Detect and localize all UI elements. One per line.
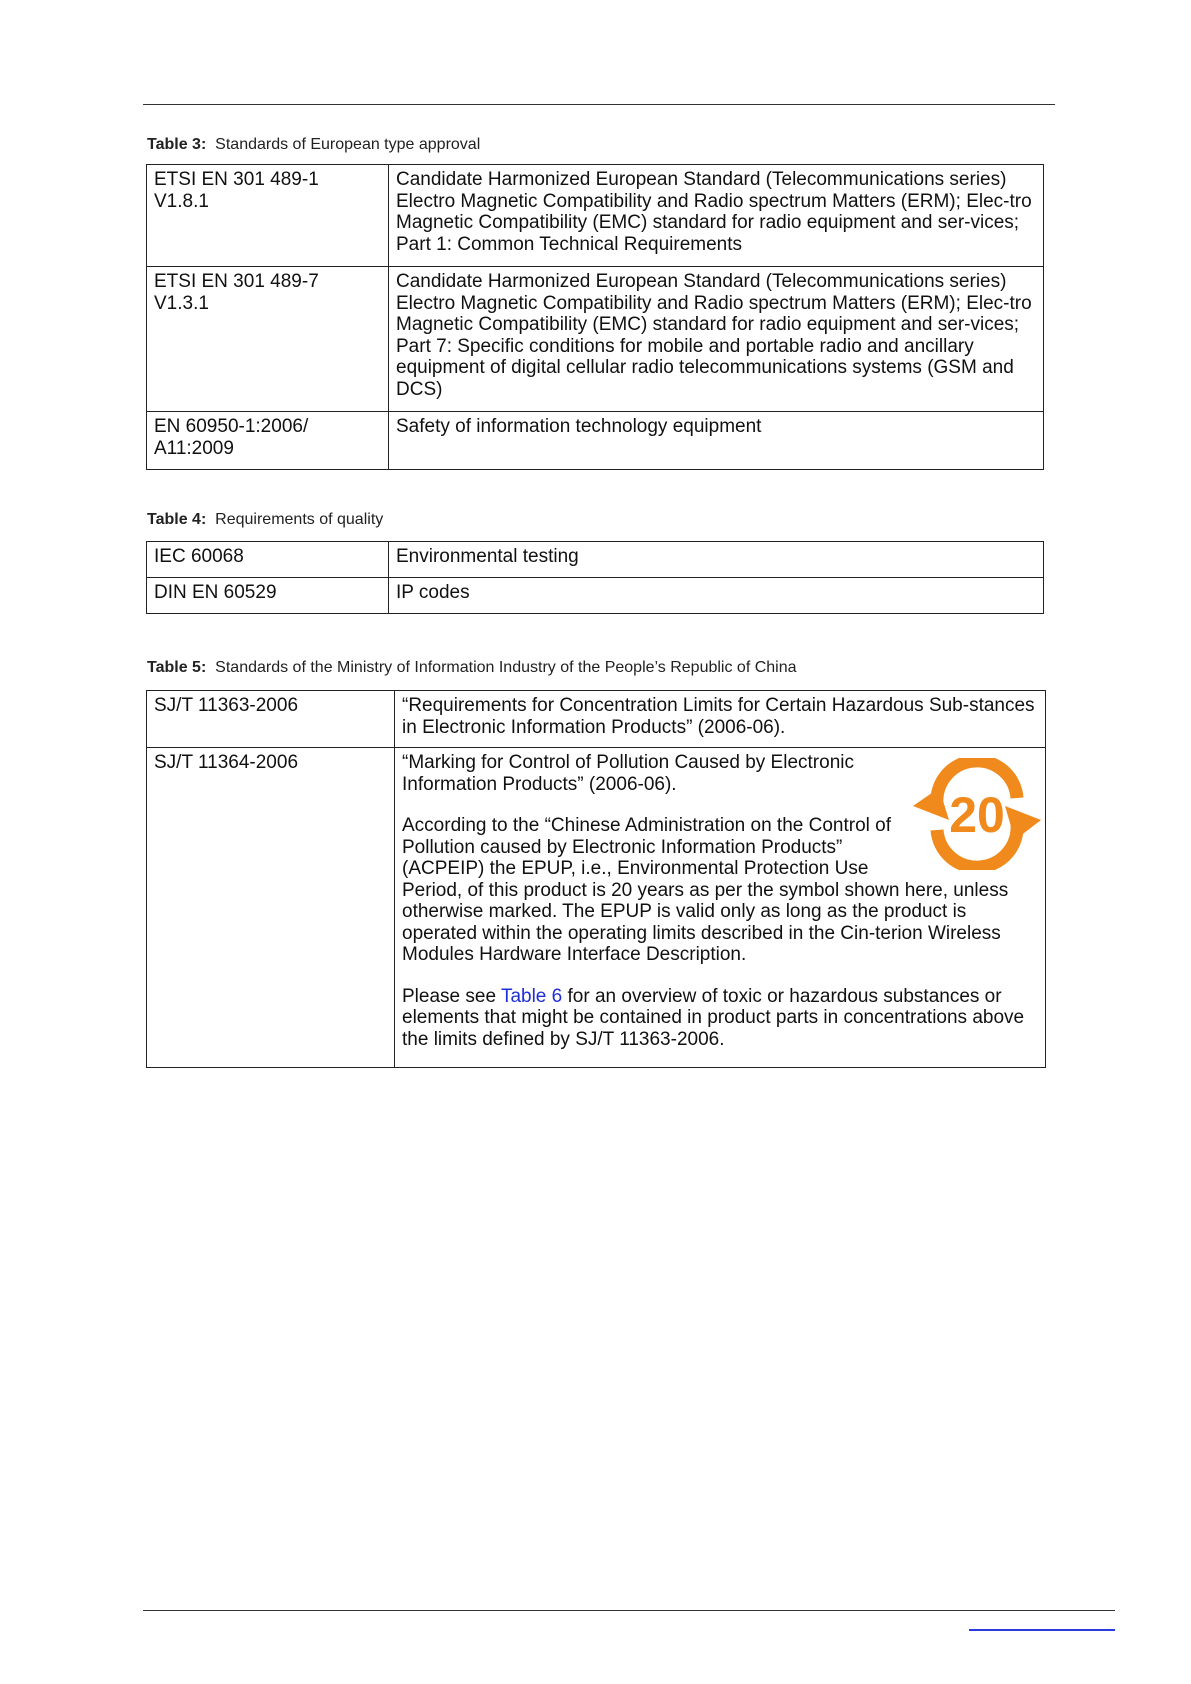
standard-version: V1.8.1 xyxy=(154,190,209,212)
standard-code: DIN EN 60529 xyxy=(147,578,389,614)
table-4-caption xyxy=(147,511,383,529)
standard-code-cell xyxy=(147,165,389,267)
table-5 xyxy=(146,690,1046,1068)
standard-code: ETSI EN 301 489-7 xyxy=(154,271,319,292)
table-row xyxy=(147,748,1046,1068)
epup-period-text: According to the “Chinese Administration on the Control of Pollution caused by Electronic Information Products” (ACPEIP) the EPUP, i.e., Environmental Protection Use Period, of this product is 20 years as per the symbol shown here, unless otherwise marked. The EPUP is valid only as long as the product is operated within the operating limits described in the Cin-terion Wireless Modules Hardware Interface Description. xyxy=(402,815,1009,965)
epup-20-logo xyxy=(913,758,1041,870)
table-5-label: Table 5: xyxy=(147,659,207,676)
epup-20-icon xyxy=(913,758,1041,870)
toxic-substances-note xyxy=(402,986,1037,1051)
table-row xyxy=(147,412,1044,470)
standard-description: Safety of information technology equipment xyxy=(389,412,1044,470)
table-4-title: Requirements of quality xyxy=(215,511,384,528)
table-3-title: Standards of European type approval xyxy=(215,136,481,153)
standard-description: Candidate Harmonized European Standard (Telecommunications series) Electro Magnetic Compatibility and Radio spectrum Matters (ERM); Elec-tro Magnetic Compatibility (EMC) standard for radio equipment and ser-vices; Part 1: Common Technical Requirements xyxy=(389,165,1044,267)
table-4 xyxy=(146,541,1044,614)
note-text-start: Please see xyxy=(402,985,501,1007)
standard-description: Environmental testing xyxy=(389,542,1044,578)
table-3 xyxy=(146,164,1044,470)
standard-code-cell xyxy=(147,267,389,412)
table-row xyxy=(147,165,1044,267)
standard-version: A11:2009 xyxy=(154,437,234,459)
standard-code: SJ/T 11363-2006 xyxy=(147,691,395,748)
table-3-caption xyxy=(147,136,480,154)
epup-marking-text: “Marking for Control of Pollution Caused by Electronic Information Products” (2006-06). xyxy=(402,752,854,795)
standard-description: “Requirements for Concentration Limits for Certain Hazardous Sub-stances in Electronic Information Products” (2006-06). xyxy=(395,691,1046,748)
table-row xyxy=(147,691,1046,748)
table-3-label: Table 3: xyxy=(147,136,207,153)
note-text-end: for an overview of toxic or hazardous substances or elements that might be contained in product parts in concentrations above the limits defined by SJ/T 11363-2006. xyxy=(402,985,1025,1050)
table-4-label: Table 4: xyxy=(147,511,207,528)
table-5-caption xyxy=(147,659,797,677)
standard-description: IP codes xyxy=(389,578,1044,614)
table-row xyxy=(147,542,1044,578)
standard-code: SJ/T 11364-2006 xyxy=(147,748,395,1068)
standard-description: Candidate Harmonized European Standard (Telecommunications series) Electro Magnetic Compatibility and Radio spectrum Matters (ERM); Elec-tro Magnetic Compatibility (EMC) standard for radio equipment and ser-vices; Part 7: Specific conditions for mobile and portable radio and ancillary equipment of digital cellular radio telecommunications systems (GSM and DCS) xyxy=(389,267,1044,412)
header-rule xyxy=(143,104,1055,105)
table-6-link[interactable]: Table 6 xyxy=(500,985,563,1007)
epup-number: 20 xyxy=(949,787,1005,843)
table-row xyxy=(147,578,1044,614)
standard-code: ETSI EN 301 489-1 xyxy=(154,169,319,190)
standard-description-cell xyxy=(395,748,1046,1068)
footer-link-underline[interactable] xyxy=(969,1629,1115,1631)
standard-code-cell xyxy=(147,412,389,470)
table-row xyxy=(147,267,1044,412)
footer-rule xyxy=(143,1610,1115,1611)
standard-code: IEC 60068 xyxy=(147,542,389,578)
table-5-title: Standards of the Ministry of Information Industry of the People’s Republic of China xyxy=(215,659,797,676)
standard-version: V1.3.1 xyxy=(154,292,209,314)
standard-code: EN 60950-1:2006/ xyxy=(154,416,309,437)
